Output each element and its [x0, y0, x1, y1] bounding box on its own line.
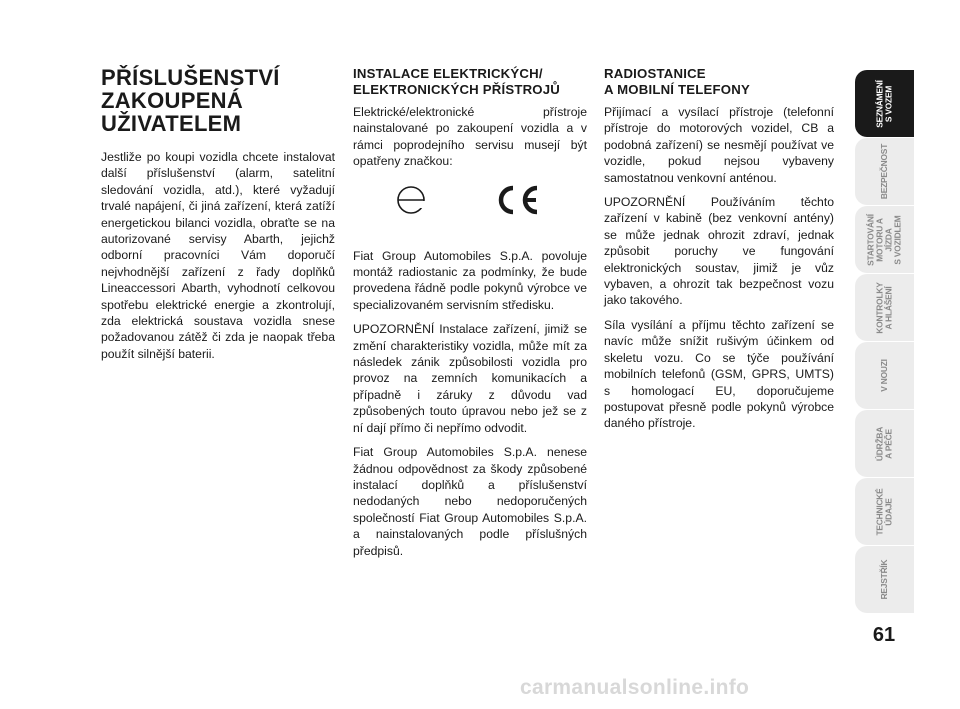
column-radio-phones [604, 66, 834, 440]
column-electrical-installation [353, 66, 587, 567]
installation-paragraph-1: Elektrické/elektronické přístroje nainstalované po zakoupení vozidla a v rámci poprodejního servisu musejí být opatřeny značkou: [353, 105, 587, 169]
section-title-radio: RADIOSTANICE A MOBILNÍ TELEFONY [604, 66, 750, 97]
section-title-installation: INSTALACE ELEKTRICKÝCH/ ELEKTRONICKÝCH PŘÍSTROJŮ [353, 66, 561, 97]
tab-label: ÚDRŽBA A PÉČE [874, 426, 894, 461]
tab-startovani[interactable] [855, 206, 914, 273]
column-accessories [101, 66, 335, 370]
e-mark-icon [389, 178, 433, 222]
section-title-accessories: PŘÍSLUŠENSTVÍ ZAKOUPENÁ UŽIVATELEM [101, 65, 280, 136]
radio-paragraph-3: Síla vysílání a příjmu těchto zařízení se navíc může snížit rušivým účinkem od skeletu vozu. Co se týče používání mobilních telefonů (GSM, GPRS, UMTS) s homologací EU, doporučujeme postupovat přesně podle pokynů výrobce daného přístroje. [604, 317, 834, 431]
ce-mark-icon [493, 178, 545, 222]
tab-label: KONTROLKY A HLÁŠENÍ [874, 281, 894, 334]
tab-label: TECHNICKÉ ÚDAJE [874, 487, 894, 536]
tab-seznameni[interactable] [855, 70, 914, 137]
watermark: carmanualsonline.info [520, 676, 750, 699]
tab-v-nouzi[interactable] [855, 342, 914, 409]
tab-rejstrik[interactable] [855, 546, 914, 613]
tab-label: V NOUZI [879, 359, 889, 392]
tab-label: STARTOVÁNÍ MOTORU A JÍZDA S VOZIDLEM [865, 213, 903, 266]
chapter-tabs [855, 70, 914, 614]
accessories-paragraph: Jestliže po koupi vozidla chcete instalovat další příslušenství (alarm, satelitní sledování vozidla, atd.), které vyžadují trvalé napájení, či jiná zařízení, která zatíží energetickou bilanci vozidla, obraťte se na autorizované servisy Abarth, jejichž odborní pracovníci Vám doporučí nejvhodnější zařízení z řady doplňků Lineaccessori Abarth, vyhodnotí celkovou spotřebu elektrické energie a zkontrolují, zda elektrická soustava vozidla snese požadovanou zátěž či zda je naopak třeba použít silnější baterii. [101, 150, 335, 361]
tab-bezpecnost[interactable] [855, 138, 914, 205]
page-number: 61 [872, 624, 896, 646]
installation-paragraph-2: Fiat Group Automobiles S.p.A. povoluje montáž radiostanic za podmínky, že bude provedena řádně podle pokynů výrobce ve specializovaném servisním středisku. [353, 248, 587, 312]
certification-marks [353, 178, 587, 230]
radio-paragraph-1: Přijímací a vysílací přístroje (telefonní přístroje do motorových vozidel, CB a podobná zařízení) se nesmějí používat ve vozidle, pokud nejsou vybaveny samostatnou venkovní anténou. [604, 105, 834, 185]
tab-kontrolky[interactable] [855, 274, 914, 341]
installation-warning: UPOZORNĚNÍ Instalace zařízení, jimiž se změní charakteristiky vozidla, může mít za následek zánik způsobilosti vozidla pro provoz na zemních komunikacích a případně i záruky z důvodu vad způsobených touto úpravou nebo jež se z ní dají přímo či nepřímo odvodit. [353, 322, 587, 435]
tab-label: REJSTŘÍK [879, 559, 889, 600]
tab-udrzba[interactable] [855, 410, 914, 477]
tab-label: SEZNÁMENÍ S VOZEM [874, 79, 894, 128]
radio-warning: UPOZORNĚNÍ Používáním těchto zařízení v kabině (bez venkovní antény) se může jednak ohrozit zdraví, jednak způsobit poruchy ve fungování elektronických soustav, jimiž je vůz vybaven, a ohrozit tak bezpečnost vozu jako takového. [604, 195, 834, 308]
tab-label: BEZPEČNOST [879, 143, 889, 200]
installation-paragraph-4: Fiat Group Automobiles S.p.A. nenese žádnou odpovědnost za škody způsobené instalací doplňků a příslušenství nedodaných nebo nedoporučených společností Fiat Group Automobiles S.p.A. a nainstalovaných podle příslušných předpisů. [353, 445, 587, 558]
tab-technicke-udaje[interactable] [855, 478, 914, 545]
